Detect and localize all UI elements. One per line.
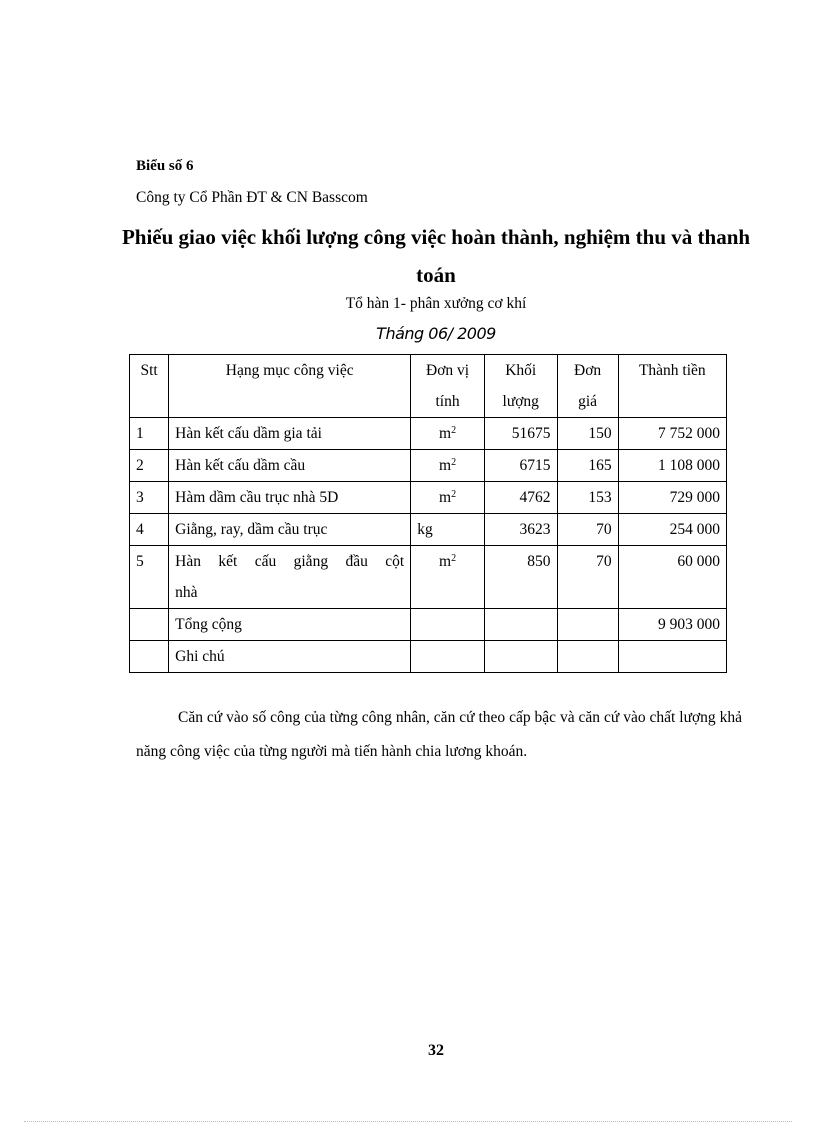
- row-amount: 1 108 000: [618, 450, 726, 482]
- row-price: 70: [557, 546, 618, 609]
- row-price: 153: [557, 482, 618, 514]
- row-unit: $m^2$: [411, 418, 485, 450]
- row-item: Hàn kết cấu giằng đầu cột nhà: [169, 546, 411, 609]
- total-row: [130, 609, 727, 641]
- row-unit: kg: [411, 514, 485, 546]
- row-amount: 729 000: [618, 482, 726, 514]
- row-stt: 1: [130, 418, 169, 450]
- company-name: Công ty Cổ Phần ĐT & CN Basscom: [136, 189, 368, 206]
- row-item: Giằng, ray, dầm cầu trục: [169, 514, 411, 546]
- header-price: Đơn giá: [557, 355, 618, 418]
- row-unit: $m^2$: [411, 546, 485, 609]
- table-header-row: [130, 355, 727, 418]
- table-row: [130, 514, 727, 546]
- document-month: Tháng 06/ 2009: [376, 324, 496, 343]
- header-unit: Đơn vị tính: [411, 355, 485, 418]
- row-price: 165: [557, 450, 618, 482]
- table-row: [130, 482, 727, 514]
- row-stt: 4: [130, 514, 169, 546]
- header-volume: Khối lượng: [484, 355, 557, 418]
- document-title: Phiếu giao việc khối lượng công việc hoàn thành, nghiệm thu và thanh toán: [121, 225, 751, 287]
- row-volume: 6715: [484, 450, 557, 482]
- header-item: Hạng mục công việc: [169, 355, 411, 418]
- row-amount: 60 000: [618, 546, 726, 609]
- header-stt: Stt: [130, 355, 169, 418]
- table-row: [130, 450, 727, 482]
- row-volume: 850: [484, 546, 557, 609]
- total-amount: 9 903 000: [618, 609, 726, 641]
- note-label: Ghi chú: [169, 641, 411, 673]
- row-unit: $m^2$: [411, 482, 485, 514]
- form-label: Biểu số 6: [136, 158, 194, 174]
- row-unit: $m^2$: [411, 450, 485, 482]
- row-amount: 254 000: [618, 514, 726, 546]
- table-row: [130, 546, 727, 609]
- header-amount: Thành tiền: [618, 355, 726, 418]
- document-subtitle: Tổ hàn 1- phân xưởng cơ khí: [345, 295, 527, 312]
- page-bottom-rule: [24, 1121, 792, 1122]
- row-stt: 3: [130, 482, 169, 514]
- row-price: 150: [557, 418, 618, 450]
- page-number: 32: [428, 1042, 444, 1059]
- row-volume: 4762: [484, 482, 557, 514]
- row-item: Hàn kết cấu dầm cầu: [169, 450, 411, 482]
- row-amount: 7 752 000: [618, 418, 726, 450]
- table-row: [130, 418, 727, 450]
- row-volume: 51675: [484, 418, 557, 450]
- row-item: Hàm dầm cầu trục nhà 5D: [169, 482, 411, 514]
- row-stt: 5: [130, 546, 169, 609]
- row-volume: 3623: [484, 514, 557, 546]
- row-price: 70: [557, 514, 618, 546]
- work-table: [129, 354, 727, 673]
- body-paragraph: Căn cứ vào số công của từng công nhân, căn cứ theo cấp bậc và căn cứ vào chất lượng khả năng công việc của từng người mà tiến hành chia lương khoán.: [136, 709, 742, 760]
- row-item: Hàn kết cấu dầm gia tải: [169, 418, 411, 450]
- note-row: [130, 641, 727, 673]
- total-label: Tổng cộng: [169, 609, 411, 641]
- row-stt: 2: [130, 450, 169, 482]
